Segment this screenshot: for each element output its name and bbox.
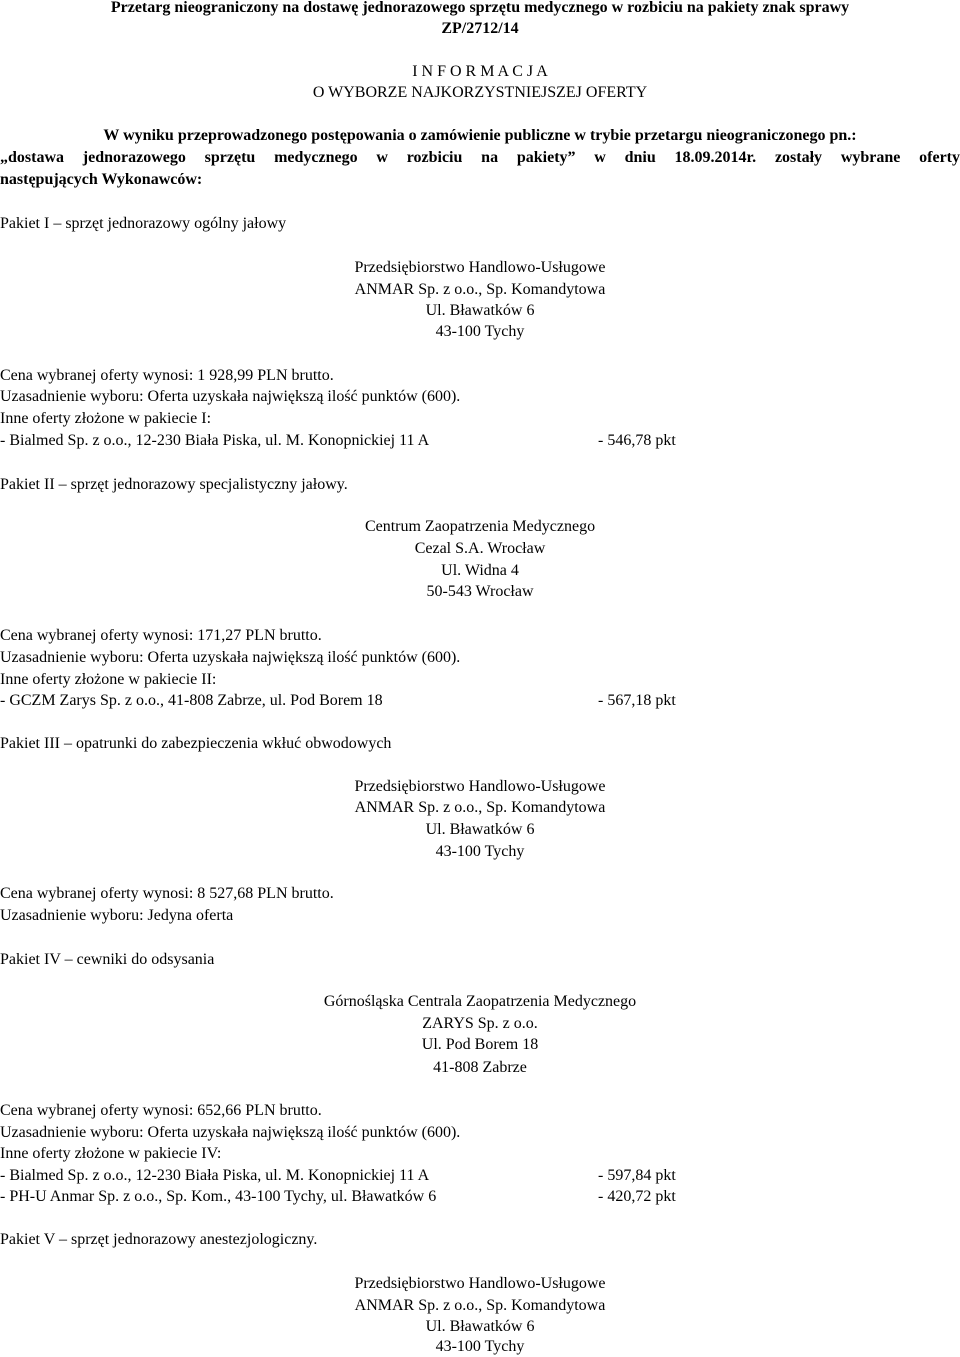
company-line: Przedsiębiorstwo Handlowo-Usługowe: [354, 1275, 606, 1292]
bidder-name: - Bialmed Sp. z o.o., 12-230 Biała Piska, ul. M. Konopnickiej 11 A: [0, 432, 430, 449]
other-offers-label: Inne oferty złożone w pakiecie IV:: [0, 1145, 222, 1162]
offer-price: Cena wybranej oferty wynosi: 171,27 PLN brutto.: [0, 627, 322, 644]
company-line: 41-808 Zabrze: [433, 1059, 527, 1076]
other-offers-label: Inne oferty złożone w pakiecie II:: [0, 671, 217, 688]
bidder-points: - 546,78 pkt: [598, 432, 676, 449]
company-line: Ul. Bławatków 6: [425, 821, 535, 838]
company-line: Ul. Pod Borem 18: [421, 1036, 539, 1053]
company-line: 43-100 Tychy: [435, 843, 525, 860]
company-line: Cezal S.A. Wrocław: [414, 540, 546, 557]
company-line: ANMAR Sp. z o.o., Sp. Komandytowa: [354, 281, 606, 298]
company-line: 50-543 Wrocław: [426, 583, 534, 600]
other-offer-row: [0, 691, 960, 711]
company-line: ANMAR Sp. z o.o., Sp. Komandytowa: [354, 1297, 606, 1314]
other-offer-row: [0, 431, 960, 451]
selection-reason: Uzasadnienie wyboru: Jedyna oferta: [0, 907, 234, 924]
package-title: Pakiet V – sprzęt jednorazowy anestezjologiczny.: [0, 1231, 318, 1248]
company-line: Ul. Bławatków 6: [425, 302, 535, 319]
company-line: Górnośląska Centrala Zaopatrzenia Medycznego: [323, 993, 637, 1010]
intro-line-3: następujących Wykonawców:: [0, 171, 203, 188]
company-line: 43-100 Tychy: [435, 323, 525, 340]
document-title: Przetarg nieograniczony na dostawę jednorazowego sprzętu medycznego w rozbiciu na pakiety znak sprawy: [110, 0, 850, 16]
company-line: Przedsiębiorstwo Handlowo-Usługowe: [354, 778, 606, 795]
company-line: Ul. Bławatków 6: [425, 1318, 535, 1335]
package-title: Pakiet IV – cewniki do odsysania: [0, 951, 215, 968]
offer-price: Cena wybranej oferty wynosi: 1 928,99 PLN brutto.: [0, 367, 334, 384]
bidder-name: - GCZM Zarys Sp. z o.o., 41-808 Zabrze, ul. Pod Borem 18: [0, 692, 383, 709]
package-title: Pakiet III – opatrunki do zabezpieczenia wkłuć obwodowych: [0, 735, 392, 752]
info-subheading: O WYBORZE NAJKORZYSTNIEJSZEJ OFERTY: [312, 84, 648, 101]
bidder-points: - 420,72 pkt: [598, 1188, 676, 1205]
case-number: ZP/2712/14: [441, 20, 519, 37]
company-line: 43-100 Tychy: [435, 1338, 525, 1355]
info-heading: I N F O R M A C J A: [412, 63, 548, 80]
selection-reason: Uzasadnienie wyboru: Oferta uzyskała największą ilość punktów (600).: [0, 649, 461, 666]
intro-line-1: W wyniku przeprowadzonego postępowania o zamówienie publiczne w trybie przetargu nieograniczonego pn.:: [103, 127, 857, 144]
company-line: Centrum Zaopatrzenia Medycznego: [364, 518, 596, 535]
bidder-name: - Bialmed Sp. z o.o., 12-230 Biała Piska, ul. M. Konopnickiej 11 A: [0, 1167, 430, 1184]
bidder-name: - PH-U Anmar Sp. z o.o., Sp. Kom., 43-100 Tychy, ul. Bławatków 6: [0, 1188, 437, 1205]
intro-line-2: „dostawa jednorazowego sprzętu medycznego w rozbiciu na pakiety” w dniu 18.09.2014r. zostały wybrane oferty: [0, 149, 960, 166]
bidder-points: - 567,18 pkt: [598, 692, 676, 709]
selection-reason: Uzasadnienie wyboru: Oferta uzyskała największą ilość punktów (600).: [0, 1124, 461, 1141]
selection-reason: Uzasadnienie wyboru: Oferta uzyskała największą ilość punktów (600).: [0, 388, 461, 405]
company-line: ANMAR Sp. z o.o., Sp. Komandytowa: [354, 799, 606, 816]
bidder-points: - 597,84 pkt: [598, 1167, 676, 1184]
other-offers-label: Inne oferty złożone w pakiecie I:: [0, 410, 212, 427]
package-title: Pakiet I – sprzęt jednorazowy ogólny jałowy: [0, 215, 287, 232]
company-line: ZARYS Sp. z o.o.: [422, 1015, 538, 1032]
company-line: Ul. Widna 4: [441, 562, 519, 579]
other-offer-row: [0, 1166, 960, 1186]
offer-price: Cena wybranej oferty wynosi: 652,66 PLN brutto.: [0, 1102, 322, 1119]
package-title: Pakiet II – sprzęt jednorazowy specjalistyczny jałowy.: [0, 476, 348, 493]
offer-price: Cena wybranej oferty wynosi: 8 527,68 PLN brutto.: [0, 885, 334, 902]
other-offer-row: [0, 1187, 960, 1207]
company-line: Przedsiębiorstwo Handlowo-Usługowe: [354, 259, 606, 276]
